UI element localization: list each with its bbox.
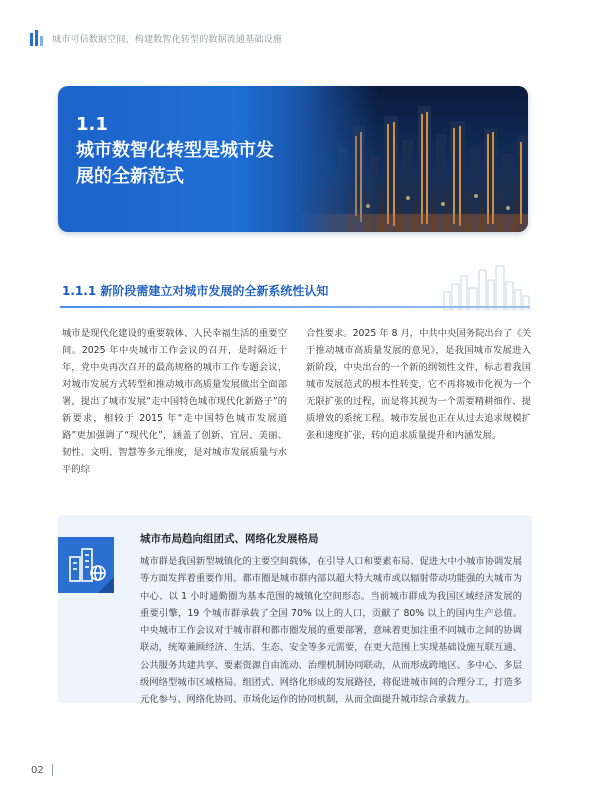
chapter-number: 1.1 <box>76 114 108 135</box>
callout-body: 城市群是我国新型城镇化的主要空间载体，在引导人口和要素布局、促进大中小城市协调发展等方面发挥着重要作用。都市圈是城市群内部以超大特大城市或以辐射带动功能强的大城市为中心、以 1 小时通勤圈为基本范围的城镇化空间形态。当前城市群成为我国区域经济发展的重要引擎，19 个城市群承载了全国 70% 以上的人口，贡献了 80% 以上的国内生产总值。中央城市工作会议对于城市群和都市圈发展的重要部署，意味着更加注重不同城市之间的协调联动，统筹兼顾经济、生活、生态、安全等多元需要，在更大范围上实现基础设施互联互通、公共服务共建共享、要素资源自由流动、治理机制协同联动，从而形成跨地区、多中心、多层级网络型城市区域格局。组团式、网络化形成的发展路径，将促进城市间的合理分工，打造多元化参与、网络化协同、市场化运作的协同机制，从而全面提升城市综合承载力。 <box>140 556 522 706</box>
skyline-decoration-icon <box>440 262 532 310</box>
city-skyline-night-image <box>298 86 528 232</box>
blue-bars-logo-icon <box>30 30 44 46</box>
running-header-text: 城市可信数据空间，构建数智化转型的数据流通基础设施 <box>52 34 283 45</box>
running-header <box>30 30 282 46</box>
page-number: 02 <box>31 765 44 776</box>
chapter-banner <box>58 86 528 232</box>
callout-title: 城市布局趋向组团式、网络化发展格局 <box>140 533 319 545</box>
section-heading: 1.1.1 新阶段需建立对城市发展的全新系统性认知 <box>62 284 329 298</box>
body-column-left: 城市是现代化建设的重要载体、人民幸福生活的重要空间。2025 年中央城市工作会议的召开，是时隔近十年，党中央再次召开的最高规格的城市工作专题会议，对城市发展方式转型和推动城市高质量发展做出全面部署，提出了城市发展“走中国特色城市现代化新路子”的新要求，相较于 2015 年“走中国特色城市发展道路”更加强调了“现代化”，涵盖了创新、宜居、美丽、韧性、文明、智慧等多元维度，是对城市发展质量与水平的综 <box>62 328 287 475</box>
chapter-title: 城市数智化转型是城市发展的全新范式 <box>76 140 274 187</box>
page-number-divider <box>52 764 53 776</box>
body-column-right: 合性要求。2025 年 8 月，中共中央国务院出台了《关于推动城市高质量发展的意见》，是我国城市发展进入新阶段，中央出台的一个新的纲领性文件，标志着我国城市发展范式的根本性转变，它不再将城市化视为一个无限扩张的过程，而是将其视为一个需要精耕细作、提质增效的系统工程。城市发展也正在从过去追求规模扩张和速度扩张，转向追求质量提升和内涵发展。 <box>306 328 531 441</box>
section-divider <box>60 306 530 308</box>
city-network-icon <box>58 537 114 593</box>
